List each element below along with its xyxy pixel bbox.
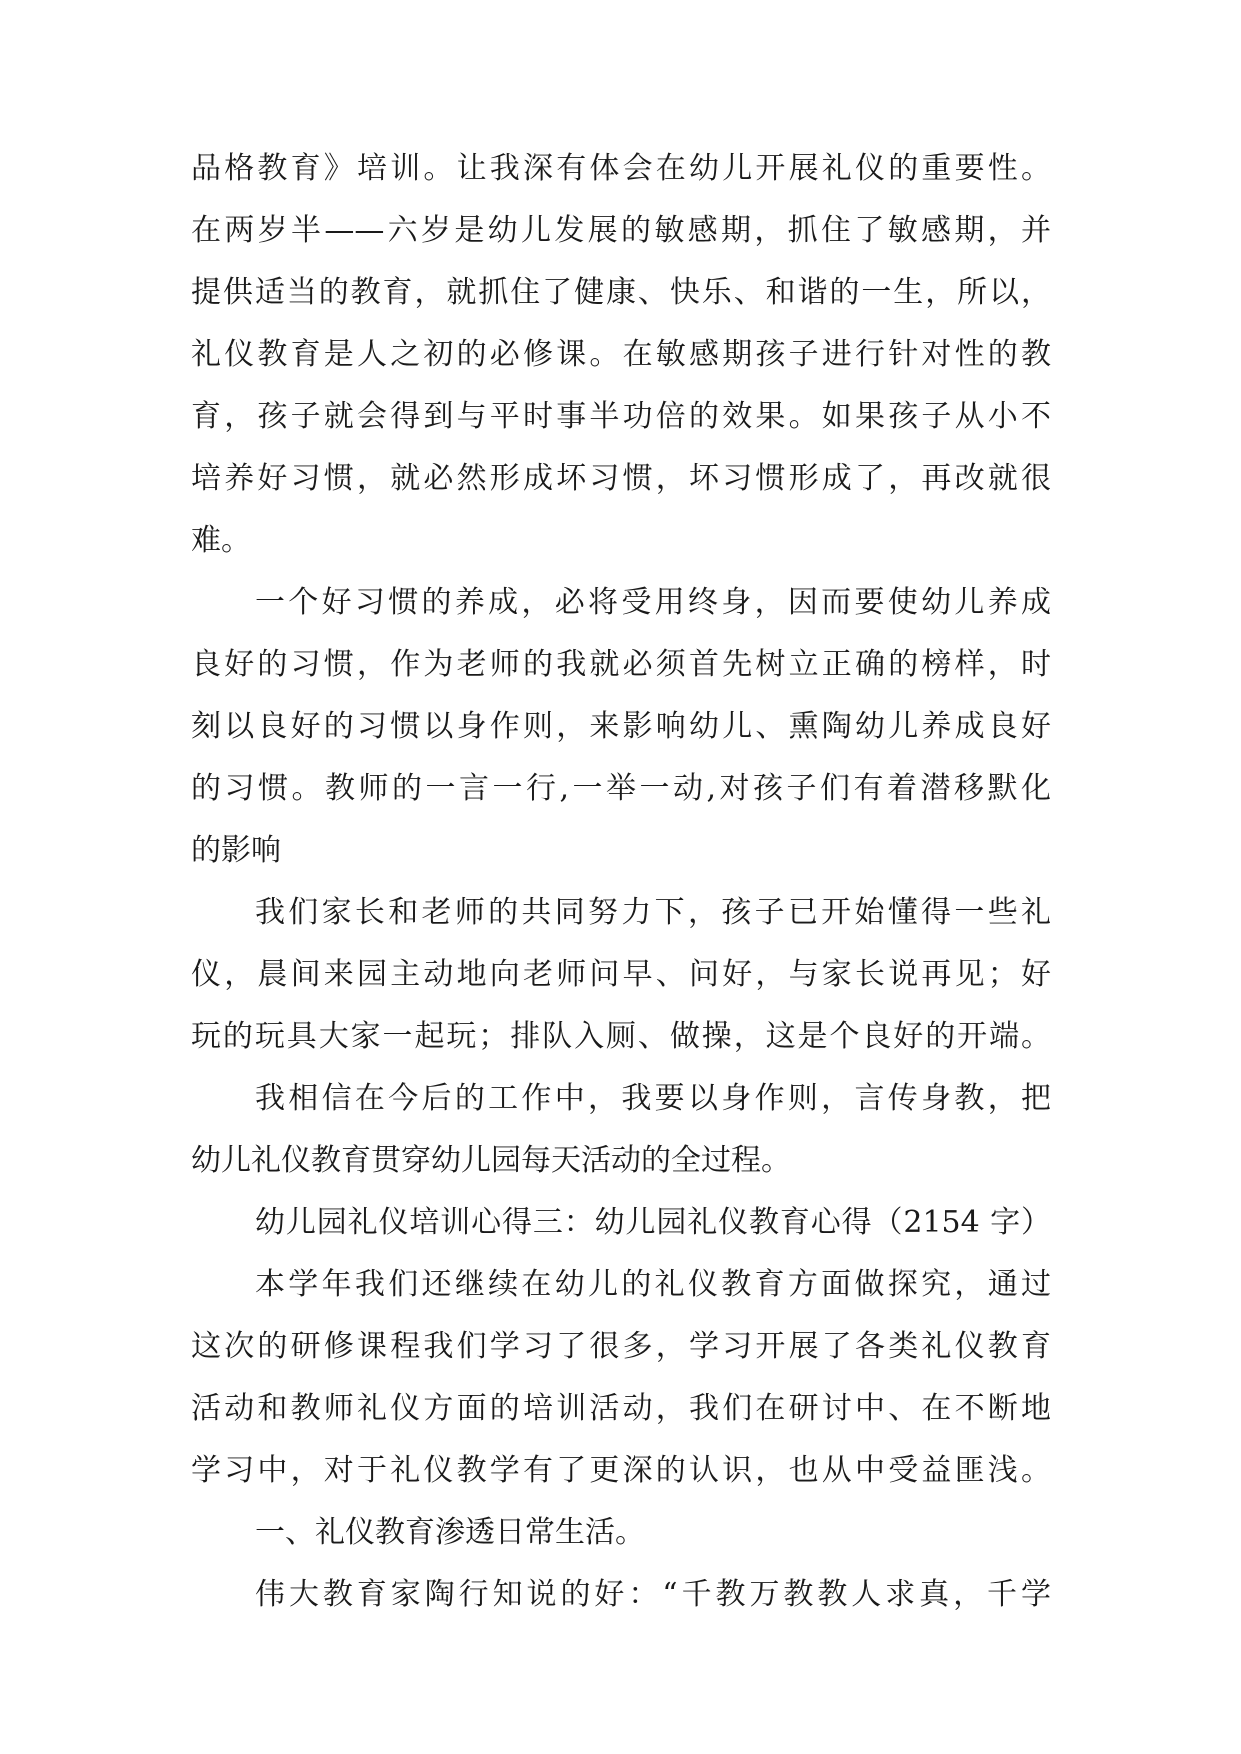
text-line: 良好的习惯，作为老师的我就必须首先树立正确的榜样，时 [191, 647, 1051, 682]
text-line: 礼仪教育是人之初的必修课。在敏感期孩子进行针对性的教 [191, 337, 1051, 372]
text-line: 活动和教师礼仪方面的培训活动，我们在研讨中、在不断地 [191, 1391, 1051, 1426]
subsection-heading: 一、礼仪教育渗透日常生活。 [255, 1515, 645, 1550]
text-line: 幼儿礼仪教育贯穿幼儿园每天活动的全过程。 [191, 1143, 791, 1178]
text-line: 提供适当的教育，就抓住了健康、快乐、和谐的一生，所以， [191, 275, 1051, 310]
text-line: 我相信在今后的工作中，我要以身作则，言传身教，把 [255, 1081, 1051, 1116]
section-heading: 幼儿园礼仪培训心得三：幼儿园礼仪教育心得（2154 字） [255, 1205, 1051, 1240]
text-line: 仪，晨间来园主动地向老师问早、问好，与家长说再见；好 [191, 957, 1051, 992]
text-line: 的影响 [191, 833, 281, 868]
text-line: 培养好习惯，就必然形成坏习惯，坏习惯形成了，再改就很 [191, 461, 1051, 496]
text-line: 这次的研修课程我们学习了很多，学习开展了各类礼仪教育 [191, 1329, 1051, 1364]
text-line: 我们家长和老师的共同努力下，孩子已开始懂得一些礼 [255, 895, 1051, 930]
text-line: 刻以良好的习惯以身作则，来影响幼儿、熏陶幼儿养成良好 [191, 709, 1051, 744]
text-line: 学习中，对于礼仪教学有了更深的认识，也从中受益匪浅。 [191, 1453, 1051, 1488]
text-line: 育，孩子就会得到与平时事半功倍的效果。如果孩子从小不 [191, 399, 1051, 434]
text-line: 玩的玩具大家一起玩；排队入厕、做操，这是个良好的开端。 [191, 1019, 1051, 1054]
text-line: 的习惯。教师的一言一行,一举一动,对孩子们有着潜移默化 [191, 771, 1051, 806]
text-line: 难。 [191, 523, 251, 558]
text-line: 本学年我们还继续在幼儿的礼仪教育方面做探究，通过 [255, 1267, 1051, 1302]
text-line: 品格教育》培训。让我深有体会在幼儿开展礼仪的重要性。 [191, 151, 1051, 186]
text-line: 一个好习惯的养成，必将受用终身，因而要使幼儿养成 [255, 585, 1051, 620]
text-line: 在两岁半——六岁是幼儿发展的敏感期，抓住了敏感期，并 [191, 213, 1051, 248]
text-line: 伟大教育家陶行知说的好：“千教万教教人求真，千学 [255, 1577, 1051, 1612]
